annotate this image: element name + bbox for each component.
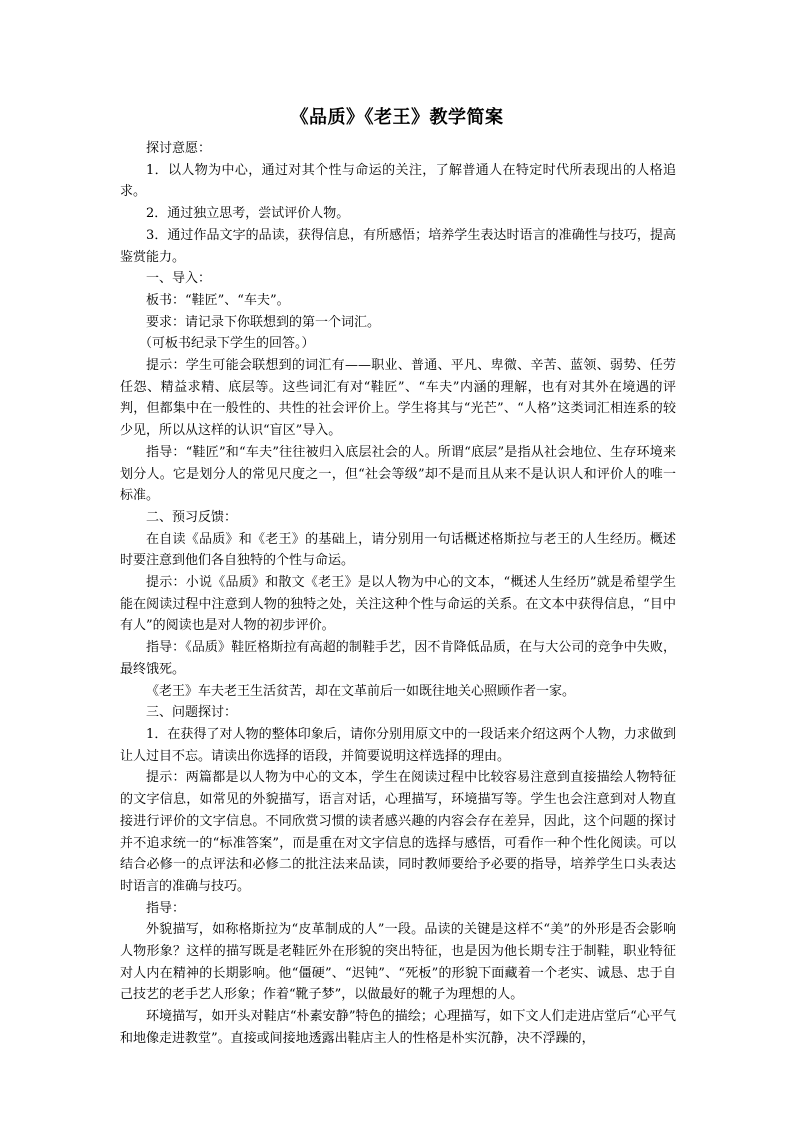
paragraph: 探讨意愿： xyxy=(146,141,212,156)
paragraph: 板书：“鞋匠”、“车夫”。 xyxy=(146,292,290,308)
paragraph: 环境描写，如开头对鞋店“朴素安静”特色的描绘；心理描写，如下文人们走进店堂后“心平气和地像走进教堂”。直接或间接地透露出鞋店主人的性格是朴实沉静，决不浮躁的， xyxy=(120,1009,676,1046)
paragraph: 提示：小说《品质》和散文《老王》是以人物为中心的文本，“概述人生经历”就是希望学生能在阅读过程中注意到人物的独特之处，关注这种个性与命运的关系。在文本中获得信息，“目中有人”的阅读也是对人物的初步评价。 xyxy=(120,575,676,634)
section-heading: 一、导入： xyxy=(146,271,212,287)
paragraph: 要求：请记录下你联想到的第一个词汇。 xyxy=(146,314,381,330)
paragraph: （可板书纪录下学生的回答。） xyxy=(139,336,315,352)
paragraph: 3．通过作品文字的品读，获得信息，有所感悟；培养学生表达时语言的准确性与技巧，提高鉴赏能力。 xyxy=(120,227,676,265)
section-heading: 二、预习反馈： xyxy=(146,509,238,525)
paragraph: 1．在获得了对人物的整体印象后，请你分别用原文中的一段话来介绍这两个人物，力求做到让人过目不忘。请读出你选择的语段，并简要说明这样选择的理由。 xyxy=(120,726,676,764)
document-title: 《品质》《老王》教学简案 xyxy=(290,107,504,128)
paragraph: 2．通过独立思考，尝试评价人物。 xyxy=(146,206,350,222)
section-heading: 三、问题探讨： xyxy=(146,705,238,721)
paragraph: 指导：《品质》鞋匠格斯拉有高超的制鞋手艺，因不肯降低品质，在与大公司的竞争中失败，最终饿死。 xyxy=(120,640,676,677)
paragraph: 提示：学生可能会联想到的词汇有——职业、普通、平凡、卑微、辛苦、蓝领、弱势、任劳任怨、精益求精、底层等。这些词汇有对“鞋匠”、“车夫”内涵的理解，也有对其外在境遇的评判，但都集中在一般性的、共性的社会评价上。学生将其与“光芒”、“人格”这类词汇相连系的较少见，所以从这样的认识“盲区”导入。 xyxy=(120,358,676,439)
paragraph: 在自读《品质》和《老王》的基础上，请分别用一句话概述格斯拉与老王的人生经历。概述时要注意到他们各自独特的个性与命运。 xyxy=(120,531,676,569)
paragraph: 1．以人物为中心，通过对其个性与命运的关注，了解普通人在特定时代所表现出的人格追求。 xyxy=(120,162,676,200)
paragraph: 指导：“鞋匠”和“车夫”往往被归入底层社会的人。所谓“底层”是指从社会地位、生存环境来划分人。它是划分人的常见尺度之一，但“社会等级”却不是而且从来不是认识人和评价人的唯一标准。 xyxy=(120,444,676,504)
paragraph: 提示：两篇都是以人物为中心的文本，学生在阅读过程中比较容易注意到直接描绘人物特征的文字信息，如常见的外貌描写，语言对话，心理描写，环境描写等。学生也会注意到对人物直接进行评价的文字信息。不同欣赏习惯的读者感兴趣的内容会存在差异，因此，这个问题的探讨并不追求统一的“标准答案”，而是重在对文字信息的选择与感悟，可看作一种个性化阅读。可以结合必修一的点评法和必修二的批注法来品读，同时教师要给予必要的指导，培养学生口头表达时语言的准确与技巧。 xyxy=(120,770,676,894)
paragraph: 外貌描写，如称格斯拉为“皮革制成的人”一段。品读的关键是这样不“美”的外形是否会影响人物形象？这样的描写既是老鞋匠外在形貌的突出特征，也是因为他长期专注于制鞋，职业特征对人内在精神的长期影响。他“僵硬”、“迟钝”、“死板”的形貌下面藏着一个老实、诚恳、忠于自己技艺的老手艺人形象；作着“靴子梦”，以做最好的靴子为理想的人。 xyxy=(120,922,676,1003)
paragraph: 指导： xyxy=(146,900,186,916)
paragraph: 《老王》车夫老王生活贫苦，却在文革前后一如既往地关心照顾作者一家。 xyxy=(146,683,576,699)
document-body xyxy=(120,138,676,1050)
